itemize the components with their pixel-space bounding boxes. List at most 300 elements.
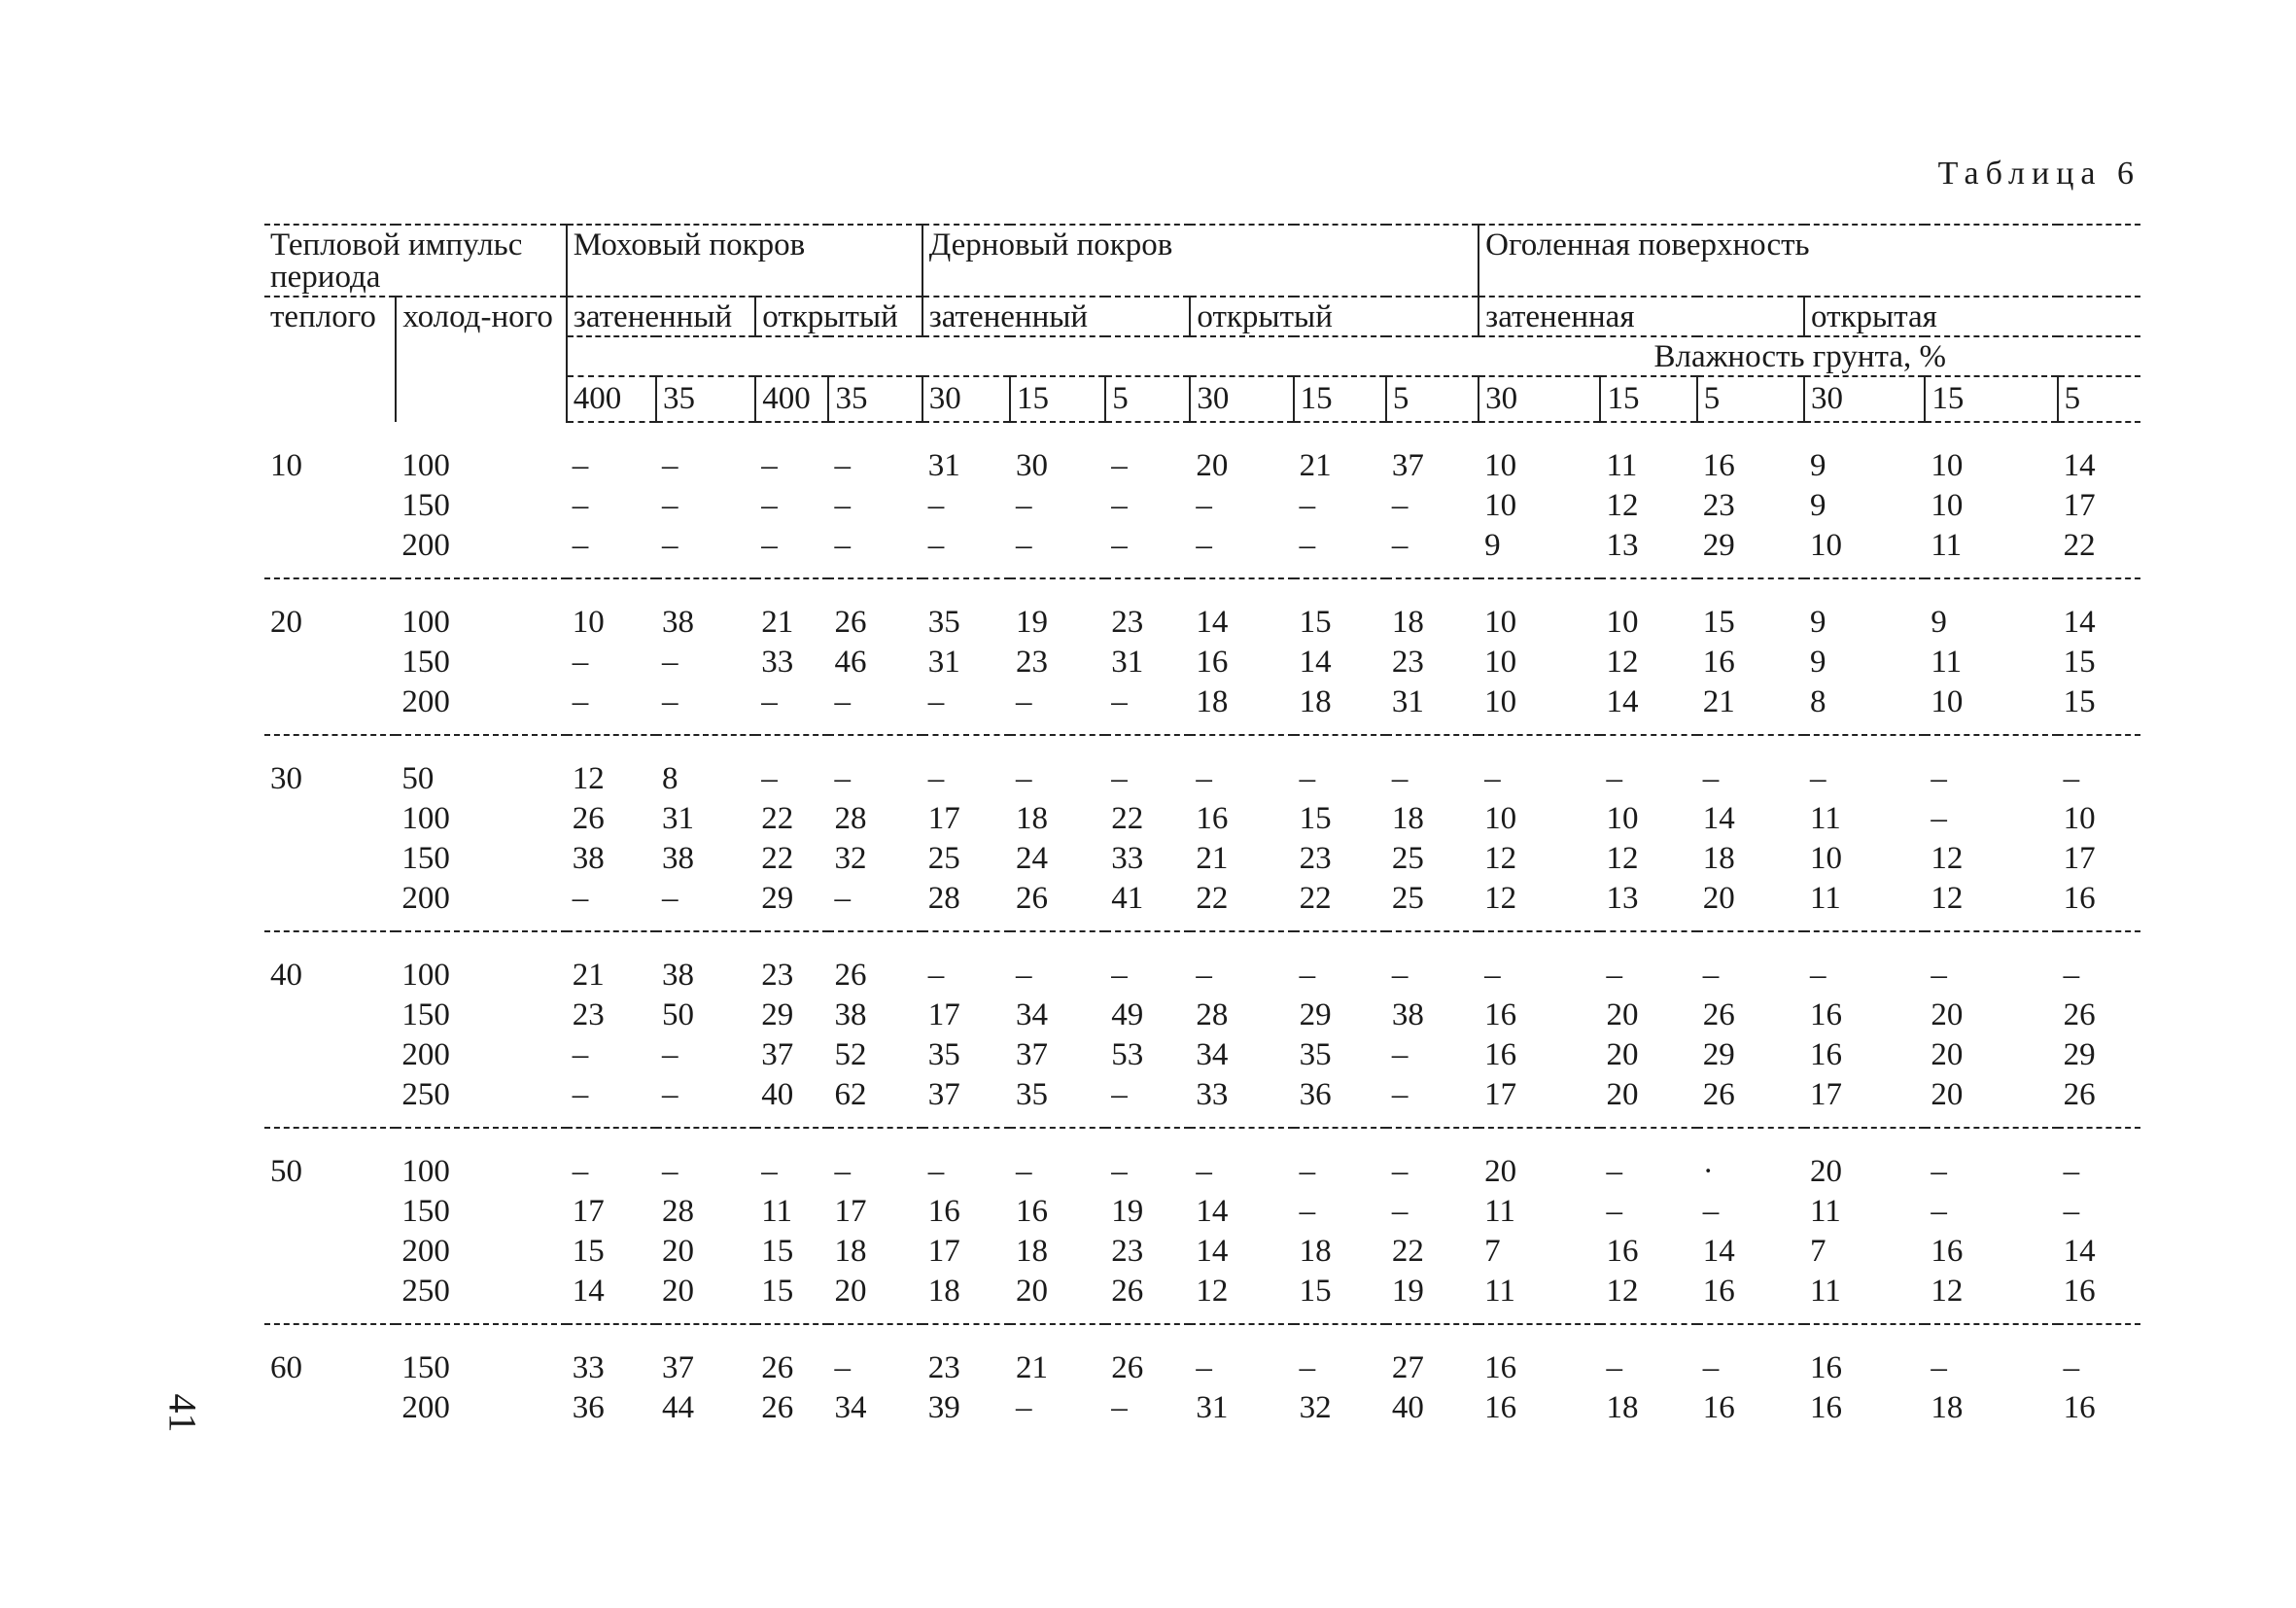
- value-cell: –: [572, 645, 589, 680]
- value-cell: –: [1294, 931, 1386, 996]
- warm-impulse-cell: [264, 643, 396, 682]
- value-cell: –: [1931, 1194, 1947, 1229]
- value-cell: 12: [1606, 488, 1639, 523]
- value-cell: 20: [1931, 1037, 1964, 1072]
- value-cell: –: [2058, 931, 2140, 996]
- value-cell: 28: [1196, 997, 1229, 1032]
- warm-impulse-cell: [264, 1075, 396, 1128]
- table-row: [264, 1232, 2140, 1272]
- value-cell: 14: [1299, 645, 1332, 680]
- value-cell: 20: [1015, 1274, 1048, 1309]
- value-cell: –: [761, 684, 778, 719]
- value-cell: –: [1478, 735, 1600, 799]
- value-cell: –: [1299, 1194, 1316, 1229]
- value-cell: –: [572, 881, 589, 916]
- value-cell: 11: [1484, 1194, 1515, 1229]
- value-cell: 14: [2058, 578, 2140, 643]
- value-cell: –: [1697, 735, 1804, 799]
- value-cell: –: [572, 448, 589, 483]
- value-cell: 11: [1810, 801, 1841, 836]
- value-cell: –: [828, 735, 922, 799]
- cold-period-header: холод-ного: [396, 297, 566, 422]
- value-cell: 37: [656, 1324, 755, 1388]
- value-cell: 10: [1606, 801, 1639, 836]
- value-cell: 11: [761, 1194, 793, 1229]
- value-cell: 18: [1196, 684, 1229, 719]
- value-cell: 16: [1478, 1324, 1600, 1388]
- moisture-col-header: 30: [1804, 376, 1925, 422]
- moisture-col-header: 5: [1697, 376, 1804, 422]
- value-cell: –: [567, 1128, 656, 1192]
- moss-open-header: открытый: [755, 297, 922, 336]
- value-cell: 16: [1931, 1234, 1964, 1269]
- value-cell: 15: [761, 1234, 794, 1269]
- value-cell: –: [1111, 1390, 1128, 1425]
- warm-impulse-cell: [264, 996, 396, 1035]
- moisture-col-header: 15: [1925, 376, 2057, 422]
- value-cell: –: [1386, 931, 1478, 996]
- heat-impulse-header: Тепловой импульс периода: [264, 225, 567, 297]
- value-cell: –: [1196, 528, 1212, 563]
- value-cell: 17: [1810, 1077, 1842, 1112]
- value-cell: 12: [1931, 881, 1964, 916]
- value-cell: 23: [755, 931, 828, 996]
- value-cell: 35: [1299, 1037, 1332, 1072]
- value-cell: 26: [1111, 1274, 1144, 1309]
- value-cell: 12: [567, 735, 656, 799]
- warm-impulse-cell: [264, 1035, 396, 1075]
- value-cell: –: [1190, 1128, 1293, 1192]
- moisture-col-header: 5: [2058, 376, 2140, 422]
- value-cell: 32: [834, 841, 867, 876]
- value-cell: –: [828, 1324, 922, 1388]
- value-cell: 14: [1196, 1194, 1229, 1229]
- value-cell: 35: [927, 1037, 960, 1072]
- value-cell: –: [1294, 1128, 1386, 1192]
- value-cell: –: [1111, 684, 1128, 719]
- value-cell: 10: [2063, 801, 2096, 836]
- value-cell: 25: [1391, 881, 1424, 916]
- cold-impulse-cell: 200: [401, 881, 450, 916]
- value-cell: 10: [1484, 448, 1517, 483]
- value-cell: 33: [1196, 1077, 1229, 1112]
- value-cell: 14: [2063, 1234, 2096, 1269]
- cold-impulse-cell: 250: [401, 1077, 450, 1112]
- value-cell: 17: [2063, 488, 2096, 523]
- value-cell: 34: [1015, 997, 1048, 1032]
- value-cell: 34: [834, 1390, 867, 1425]
- value-cell: –: [834, 684, 851, 719]
- moisture-col-header: 30: [922, 376, 1010, 422]
- moisture-col-header: 5: [1105, 376, 1190, 422]
- table-row: [264, 1128, 2140, 1192]
- value-cell: –: [1925, 735, 2057, 799]
- value-cell: 15: [572, 1234, 605, 1269]
- value-cell: 18: [1299, 684, 1332, 719]
- value-cell: 16: [1606, 1234, 1639, 1269]
- value-cell: 15: [761, 1274, 794, 1309]
- value-cell: –: [761, 528, 778, 563]
- value-cell: 16: [1804, 1324, 1925, 1388]
- value-cell: 39: [927, 1390, 960, 1425]
- value-cell: –: [1391, 1194, 1409, 1229]
- warm-impulse-cell: 50: [264, 1128, 396, 1192]
- value-cell: 12: [1931, 841, 1964, 876]
- value-cell: 38: [1391, 997, 1424, 1032]
- value-cell: 10: [1600, 578, 1696, 643]
- value-cell: –: [1925, 1324, 2057, 1388]
- cold-impulse-cell: 200: [401, 1234, 450, 1269]
- value-cell: 22: [1391, 1234, 1424, 1269]
- warm-period-header: теплого: [264, 297, 396, 422]
- cold-impulse-cell: 250: [401, 1274, 450, 1309]
- value-cell: –: [1111, 528, 1128, 563]
- value-cell: 23: [922, 1324, 1010, 1388]
- cold-impulse-cell: 100: [401, 447, 450, 483]
- value-cell: 50: [662, 997, 695, 1032]
- value-cell: 10: [1478, 578, 1600, 643]
- value-cell: 9: [1810, 645, 1826, 680]
- value-cell: 37: [1391, 448, 1424, 483]
- value-cell: 20: [1931, 997, 1964, 1032]
- value-cell: 26: [1105, 1324, 1190, 1388]
- value-cell: 9: [1810, 488, 1826, 523]
- value-cell: 12: [1484, 881, 1517, 916]
- value-cell: 28: [927, 881, 960, 916]
- value-cell: –: [662, 528, 678, 563]
- table-row: [264, 1075, 2140, 1128]
- value-cell: –: [2058, 1324, 2140, 1388]
- warm-impulse-cell: [264, 526, 396, 578]
- value-cell: –: [1299, 488, 1316, 523]
- value-cell: 22: [1111, 801, 1144, 836]
- table-row: [264, 643, 2140, 682]
- value-cell: 19: [1111, 1194, 1144, 1229]
- value-cell: 23: [1391, 645, 1424, 680]
- moisture-col-header: 15: [1010, 376, 1105, 422]
- value-cell: –: [572, 488, 589, 523]
- value-cell: –: [1015, 528, 1032, 563]
- cold-impulse-cell: 150: [401, 997, 450, 1032]
- value-cell: 44: [662, 1390, 695, 1425]
- value-cell: –: [1010, 735, 1105, 799]
- warm-impulse-cell: [264, 486, 396, 526]
- value-cell: 49: [1111, 997, 1144, 1032]
- value-cell: 28: [662, 1194, 695, 1229]
- value-cell: 36: [1299, 1077, 1332, 1112]
- value-cell: 31: [1391, 684, 1424, 719]
- cold-impulse-cell: 150: [401, 645, 450, 680]
- value-cell: 17: [927, 801, 960, 836]
- value-cell: –: [1391, 1037, 1409, 1072]
- value-cell: 16: [1702, 1274, 1735, 1309]
- value-cell: 31: [927, 448, 960, 483]
- value-cell: 23: [1015, 645, 1048, 680]
- warm-impulse-cell: 30: [264, 735, 396, 799]
- value-cell: 29: [1299, 997, 1332, 1032]
- value-cell: –: [1478, 931, 1600, 996]
- value-cell: –: [1015, 488, 1032, 523]
- value-cell: –: [1386, 1128, 1478, 1192]
- value-cell: –: [1391, 488, 1409, 523]
- value-cell: –: [572, 1077, 589, 1112]
- value-cell: 37: [927, 1077, 960, 1112]
- value-cell: –: [1294, 1324, 1386, 1388]
- value-cell: –: [1105, 735, 1190, 799]
- value-cell: 18: [1606, 1390, 1639, 1425]
- value-cell: 16: [1015, 1194, 1048, 1229]
- value-cell: 38: [834, 997, 867, 1032]
- value-cell: 10: [1931, 448, 1964, 483]
- value-cell: 17: [834, 1194, 867, 1229]
- value-cell: 33: [567, 1324, 656, 1388]
- table-row: [264, 682, 2140, 735]
- value-cell: 9: [1925, 578, 2057, 643]
- value-cell: ·: [1697, 1128, 1804, 1192]
- value-cell: 9: [1484, 528, 1501, 563]
- value-cell: 29: [1702, 1037, 1735, 1072]
- moss-cover-header: Моховый покров: [567, 225, 922, 297]
- moisture-col-header: 400: [567, 376, 656, 422]
- value-cell: –: [1010, 1128, 1105, 1192]
- value-cell: 31: [1196, 1390, 1229, 1425]
- value-cell: 19: [1391, 1274, 1424, 1309]
- value-cell: 21: [1299, 448, 1332, 483]
- value-cell: 35: [922, 578, 1010, 643]
- value-cell: 12: [1606, 1274, 1639, 1309]
- value-cell: –: [1600, 1324, 1696, 1388]
- value-cell: 33: [1111, 841, 1144, 876]
- warm-impulse-cell: 10: [270, 447, 302, 483]
- value-cell: –: [1015, 1390, 1032, 1425]
- value-cell: –: [1600, 735, 1696, 799]
- value-cell: 11: [1810, 1194, 1841, 1229]
- value-cell: 18: [1299, 1234, 1332, 1269]
- value-cell: –: [662, 1077, 678, 1112]
- bare-open-header: открытая: [1804, 297, 2140, 336]
- bare-surface-header: Оголенная поверхность: [1478, 225, 2140, 297]
- value-cell: 21: [1702, 684, 1735, 719]
- value-cell: 16: [1702, 448, 1735, 483]
- moisture-col-header: 15: [1600, 376, 1696, 422]
- value-cell: 16: [1196, 645, 1229, 680]
- value-cell: 14: [1190, 578, 1293, 643]
- table-row: [264, 839, 2140, 879]
- moisture-col-header: 5: [1386, 376, 1478, 422]
- value-cell: –: [1391, 528, 1409, 563]
- value-cell: –: [761, 488, 778, 523]
- value-cell: 16: [1196, 801, 1229, 836]
- value-cell: 15: [2063, 684, 2096, 719]
- value-cell: –: [572, 1037, 589, 1072]
- value-cell: 26: [2063, 1077, 2096, 1112]
- value-cell: 40: [761, 1077, 794, 1112]
- value-cell: 17: [927, 997, 960, 1032]
- value-cell: 34: [1196, 1037, 1229, 1072]
- value-cell: 33: [761, 645, 794, 680]
- value-cell: –: [662, 645, 678, 680]
- value-cell: 10: [1484, 801, 1517, 836]
- value-cell: 16: [1484, 1390, 1517, 1425]
- value-cell: –: [662, 1037, 678, 1072]
- warm-impulse-cell: [264, 682, 396, 735]
- value-cell: 9: [1810, 448, 1826, 483]
- cold-impulse-cell: 150: [401, 488, 450, 523]
- value-cell: 20: [662, 1274, 695, 1309]
- value-cell: –: [1294, 735, 1386, 799]
- cold-impulse-cell: 100: [396, 931, 566, 996]
- table-row: [264, 1272, 2140, 1324]
- value-cell: 46: [834, 645, 867, 680]
- value-cell: 18: [834, 1234, 867, 1269]
- value-cell: –: [1190, 931, 1293, 996]
- cold-impulse-cell: 100: [401, 801, 450, 836]
- value-cell: 22: [1196, 881, 1229, 916]
- value-cell: 16: [1810, 997, 1842, 1032]
- warm-impulse-cell: [264, 839, 396, 879]
- value-cell: 12: [1606, 645, 1639, 680]
- value-cell: 18: [1702, 841, 1735, 876]
- moss-shaded-header: затененный: [567, 297, 755, 336]
- data-table: [264, 224, 2140, 1440]
- value-cell: 31: [927, 645, 960, 680]
- warm-impulse-cell: 20: [264, 578, 396, 643]
- value-cell: 35: [1015, 1077, 1048, 1112]
- value-cell: 11: [1810, 881, 1841, 916]
- value-cell: 29: [761, 997, 794, 1032]
- value-cell: –: [927, 488, 945, 523]
- value-cell: 11: [1484, 1274, 1515, 1309]
- value-cell: –: [1804, 931, 1925, 996]
- table-row: [264, 799, 2140, 839]
- cold-impulse-cell: 200: [401, 528, 450, 563]
- moisture-col-header: 15: [1294, 376, 1386, 422]
- value-cell: 20: [1478, 1128, 1600, 1192]
- value-cell: 29: [761, 881, 794, 916]
- value-cell: –: [1196, 488, 1212, 523]
- value-cell: –: [927, 684, 945, 719]
- value-cell: –: [922, 931, 1010, 996]
- cold-impulse-cell: 50: [396, 735, 566, 799]
- value-cell: 17: [1484, 1077, 1517, 1112]
- value-cell: 15: [1299, 801, 1332, 836]
- cold-impulse-cell: 150: [401, 1194, 450, 1229]
- value-cell: 37: [761, 1037, 794, 1072]
- value-cell: 18: [1931, 1390, 1964, 1425]
- sod-shaded-header: затененный: [922, 297, 1191, 336]
- value-cell: 21: [1196, 841, 1229, 876]
- value-cell: 26: [2063, 997, 2096, 1032]
- value-cell: –: [1391, 1077, 1409, 1112]
- value-cell: –: [1190, 735, 1293, 799]
- value-cell: 15: [1299, 1274, 1332, 1309]
- value-cell: 11: [1606, 448, 1638, 483]
- table-row: [264, 735, 2140, 799]
- value-cell: 26: [828, 931, 922, 996]
- cold-impulse-cell: 100: [396, 578, 566, 643]
- sod-cover-header: Дерновый покров: [922, 225, 1478, 297]
- value-cell: 22: [1299, 881, 1332, 916]
- value-cell: –: [1105, 931, 1190, 996]
- value-cell: 20: [834, 1274, 867, 1309]
- value-cell: 16: [1702, 645, 1735, 680]
- table-row: [264, 996, 2140, 1035]
- warm-impulse-cell: 60: [264, 1324, 396, 1388]
- value-cell: –: [834, 448, 851, 483]
- value-cell: –: [1804, 735, 1925, 799]
- warm-impulse-cell: [264, 879, 396, 931]
- value-cell: 26: [761, 1390, 794, 1425]
- value-cell: –: [922, 1128, 1010, 1192]
- value-cell: –: [1015, 684, 1032, 719]
- value-cell: 14: [572, 1274, 605, 1309]
- value-cell: 29: [2063, 1037, 2096, 1072]
- value-cell: –: [1386, 735, 1478, 799]
- value-cell: 19: [1010, 578, 1105, 643]
- value-cell: 30: [1015, 448, 1048, 483]
- value-cell: 52: [834, 1037, 867, 1072]
- value-cell: –: [662, 684, 678, 719]
- value-cell: 17: [2063, 841, 2096, 876]
- value-cell: 23: [1105, 578, 1190, 643]
- value-cell: 7: [1810, 1234, 1826, 1269]
- value-cell: 10: [1931, 488, 1964, 523]
- moisture-header: Влажность грунта, %: [567, 336, 2140, 376]
- value-cell: 15: [1697, 578, 1804, 643]
- table-row: [264, 1035, 2140, 1075]
- sod-open-header: открытый: [1190, 297, 1478, 336]
- value-cell: 10: [1484, 645, 1517, 680]
- table-row: [264, 578, 2140, 643]
- value-cell: 20: [1606, 997, 1639, 1032]
- value-cell: 20: [1931, 1077, 1964, 1112]
- value-cell: –: [1111, 1077, 1128, 1112]
- value-cell: 38: [572, 841, 605, 876]
- value-cell: 16: [1810, 1037, 1842, 1072]
- value-cell: 29: [1702, 528, 1735, 563]
- value-cell: –: [1697, 931, 1804, 996]
- value-cell: 23: [1299, 841, 1332, 876]
- value-cell: 22: [761, 801, 794, 836]
- value-cell: 20: [1606, 1037, 1639, 1072]
- value-cell: –: [1010, 931, 1105, 996]
- value-cell: –: [662, 488, 678, 523]
- value-cell: 8: [1810, 684, 1826, 719]
- data-table-wrapper: [264, 224, 2140, 1440]
- value-cell: 14: [1196, 1234, 1229, 1269]
- value-cell: 13: [1606, 881, 1639, 916]
- value-cell: –: [828, 1128, 922, 1192]
- page-number: 41: [160, 1393, 205, 1433]
- warm-impulse-cell: [264, 1192, 396, 1232]
- value-cell: 17: [572, 1194, 605, 1229]
- warm-impulse-cell: [264, 1232, 396, 1272]
- value-cell: –: [927, 528, 945, 563]
- value-cell: 13: [1606, 528, 1639, 563]
- value-cell: –: [1702, 1194, 1720, 1229]
- warm-impulse-cell: [264, 1272, 396, 1324]
- value-cell: 16: [2063, 1274, 2096, 1309]
- value-cell: 23: [572, 997, 605, 1032]
- moisture-col-header: 30: [1478, 376, 1600, 422]
- table-caption: Таблица 6: [1937, 156, 2140, 192]
- value-cell: 20: [1702, 881, 1735, 916]
- value-cell: 17: [927, 1234, 960, 1269]
- value-cell: 10: [567, 578, 656, 643]
- value-cell: 16: [1702, 1390, 1735, 1425]
- bare-shaded-header: затененная: [1478, 297, 1804, 336]
- value-cell: 38: [662, 841, 695, 876]
